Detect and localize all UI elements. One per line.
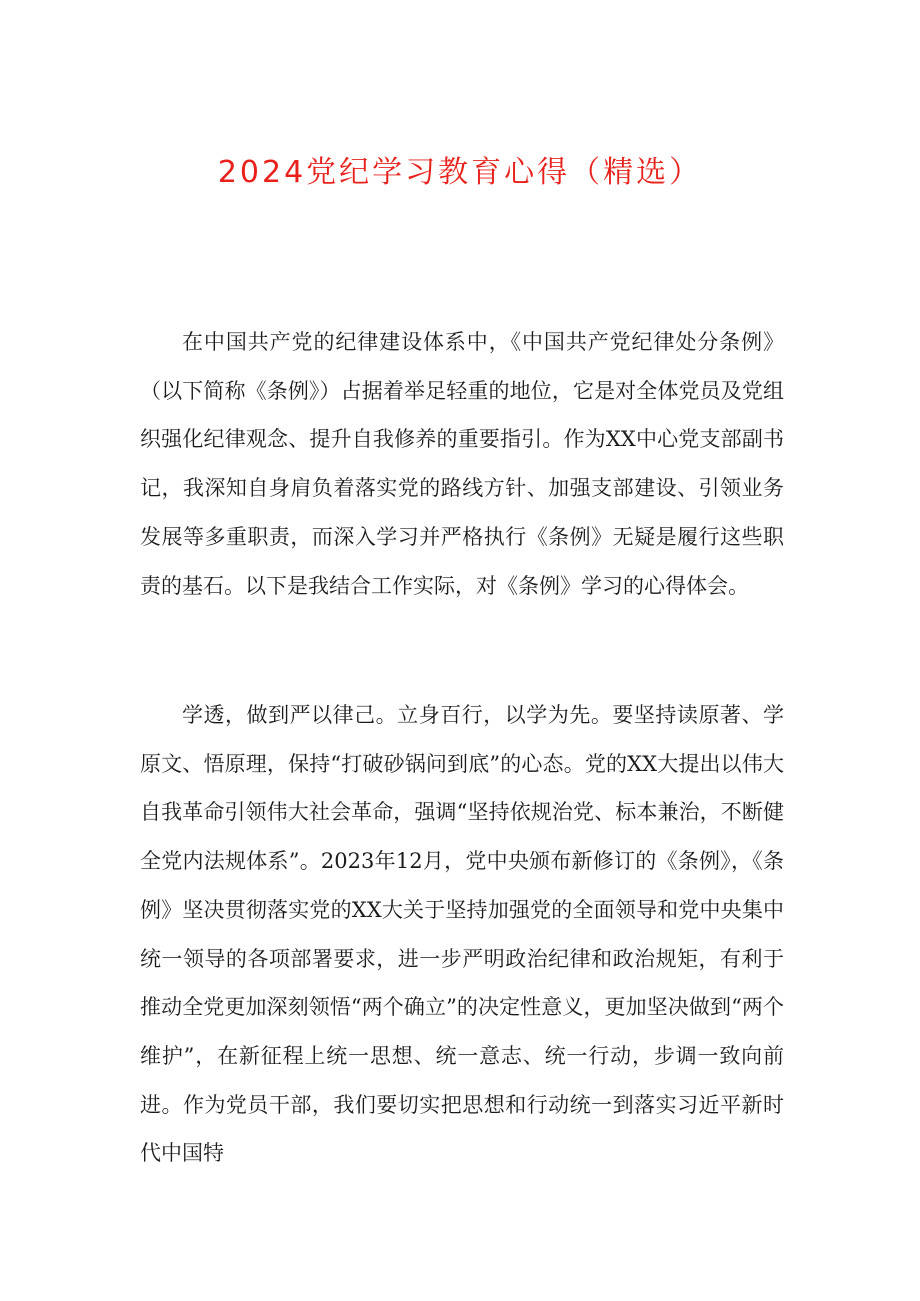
document-title: 2024党纪学习教育心得（精选）	[217, 155, 703, 190]
paragraph-intro: 在中国共产党的纪律建设体系中，《中国共产党纪律处分条例》（以下简称《条例》）占据着举足轻重的地位，它是对全体党员及党组织强化纪律观念、提升自我修养的重要指引。作为XX中心党支部副书记，我深知自身肩负着落实党的路线方针、加强支部建设、引领业务发展等多重职责，而深入学习并严格执行《条例》无疑是履行这些职责的基石。以下是我结合工作实际，对《条例》学习的心得体会。	[140, 330, 784, 598]
paragraph-study: 学透，做到严以律己。立身百行，以学为先。要坚持读原著、学原文、悟原理，保持“打破砂锅问到底”的心态。党的XX大提出以伟大自我革命引领伟大社会革命，强调“坚持依规治党、标本兼治，不断健全党内法规体系”。2023年12月，党中央颁布新修订的《条例》，《条例》坚决贯彻落实党的XX大关于坚持加强党的全面领导和党中央集中统一领导的各项部署要求，进一步严明政治纪律和政治规矩，有利于推动全党更加深刻领悟“两个确立”的决定性意义，更加坚决做到“两个维护”，在新征程上统一思想、统一意志、统一行动，步调一致向前进。作为党员干部，我们要切实把思想和行动统一到落实习近平新时代中国特	[140, 703, 784, 1166]
